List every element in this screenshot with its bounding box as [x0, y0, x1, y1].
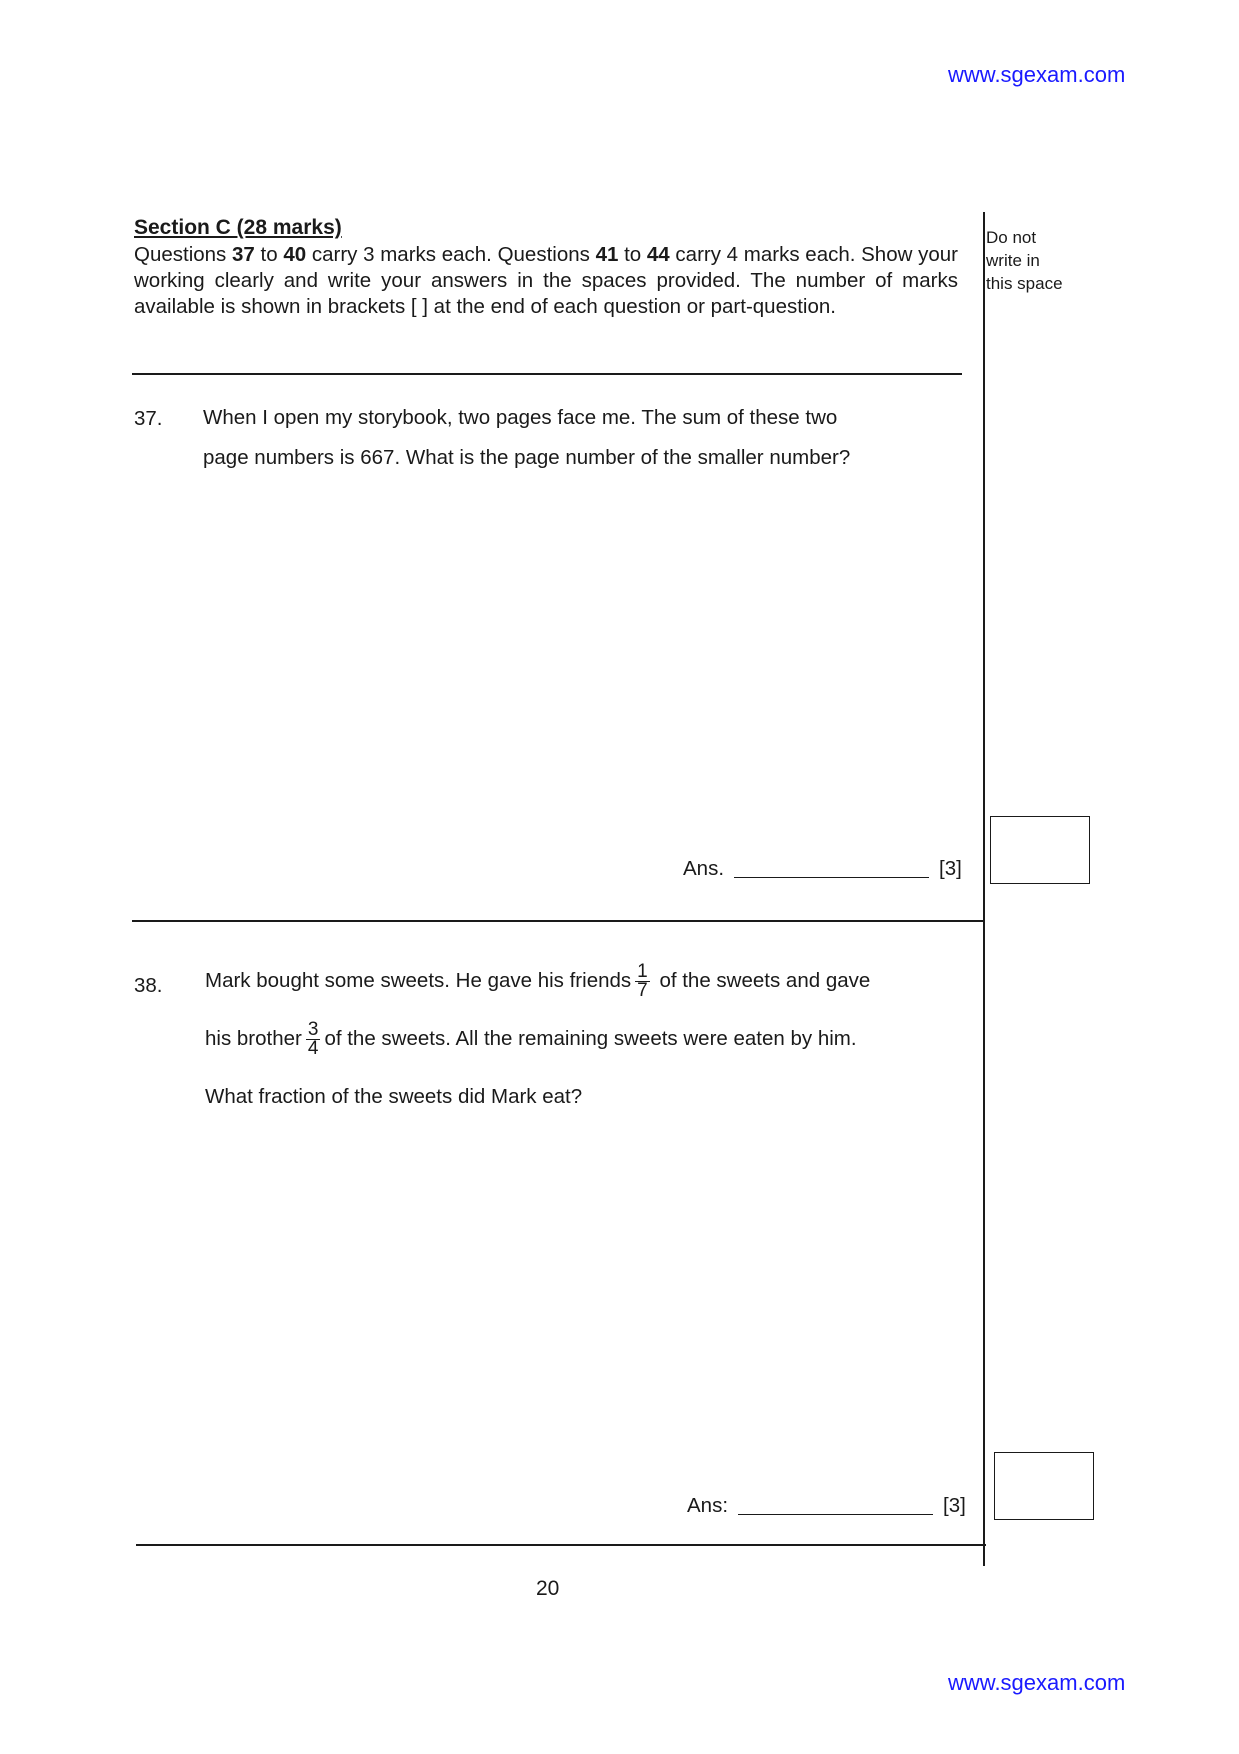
instr-q-start-4: 41	[595, 243, 619, 266]
question-37-answer	[683, 857, 962, 881]
question-38-answer-label: Ans:	[687, 1494, 729, 1517]
instr-part-2: to	[254, 243, 284, 266]
question-37-answer-line[interactable]	[734, 877, 929, 878]
footer-url[interactable]: www.sgexam.com	[948, 1670, 1126, 1695]
question-37-number: 37.	[134, 407, 163, 430]
margin-note-line-1: Do not	[986, 228, 1037, 247]
divider-bottom	[136, 1544, 986, 1546]
fraction-one-seventh-denominator: 7	[637, 980, 648, 1002]
fraction-three-quarters	[306, 1021, 321, 1058]
instr-part-4: to	[618, 243, 647, 266]
divider-instructions	[132, 373, 962, 375]
question-37-marks: [3]	[939, 857, 962, 880]
fraction-three-quarters-numerator: 3	[307, 1019, 319, 1041]
question-38-line-1	[205, 952, 975, 1010]
question-38-answer-line[interactable]	[738, 1514, 933, 1515]
section-instructions	[134, 242, 958, 320]
page-number: 20	[536, 1577, 560, 1600]
question-37-score-box	[990, 816, 1090, 884]
fraction-three-quarters-denominator: 4	[307, 1038, 319, 1060]
question-38-line-2-b: of the sweets. All the remaining sweets were eaten by him.	[324, 1027, 857, 1050]
question-37-line-1: When I open my storybook, two pages face me. The sum of these two	[203, 406, 838, 429]
question-38-line-1-a: Mark bought some sweets. He gave his friends	[205, 969, 632, 992]
question-38-line-2	[205, 1010, 975, 1068]
instr-q-start: 37	[232, 243, 255, 266]
margin-note-line-3: this space	[986, 274, 1063, 293]
margin-note-line-2: write in	[986, 251, 1040, 270]
question-38-answer	[687, 1494, 966, 1518]
question-38-line-1-b: of the sweets and gave	[659, 969, 871, 992]
question-38-marks: [3]	[943, 1494, 966, 1517]
divider-q37-q38	[132, 920, 984, 922]
question-37-text	[203, 398, 963, 478]
fraction-one-seventh	[635, 963, 650, 1000]
instr-part-3: carry 3 marks each. Questions	[306, 243, 596, 266]
instr-part-1: Questions	[134, 243, 233, 266]
margin-rule	[983, 212, 985, 1566]
question-37-answer-label: Ans.	[683, 857, 725, 880]
question-38-score-box	[994, 1452, 1094, 1520]
question-38-line-2-a: his brother	[205, 1027, 302, 1050]
question-38-line-3: What fraction of the sweets did Mark eat?	[205, 1085, 583, 1108]
fraction-one-seventh-numerator: 1	[637, 961, 648, 983]
question-38-text	[205, 952, 975, 1126]
header-url[interactable]: www.sgexam.com	[948, 62, 1126, 87]
section-title: Section C (28 marks)	[134, 216, 342, 239]
question-37-line-2: page numbers is 667. What is the page number of the smaller number?	[203, 446, 851, 469]
instr-part-5: carry 4 marks each. Show your working clearly and write your answers in the spaces provided. The number of marks available is shown in brackets [ ] at the end of each question or part-question.	[134, 243, 958, 318]
margin-note	[986, 226, 1063, 295]
instr-q-end-4: 44	[646, 243, 670, 266]
instr-q-end-3: 40	[283, 243, 307, 266]
question-38-number: 38.	[134, 974, 163, 997]
